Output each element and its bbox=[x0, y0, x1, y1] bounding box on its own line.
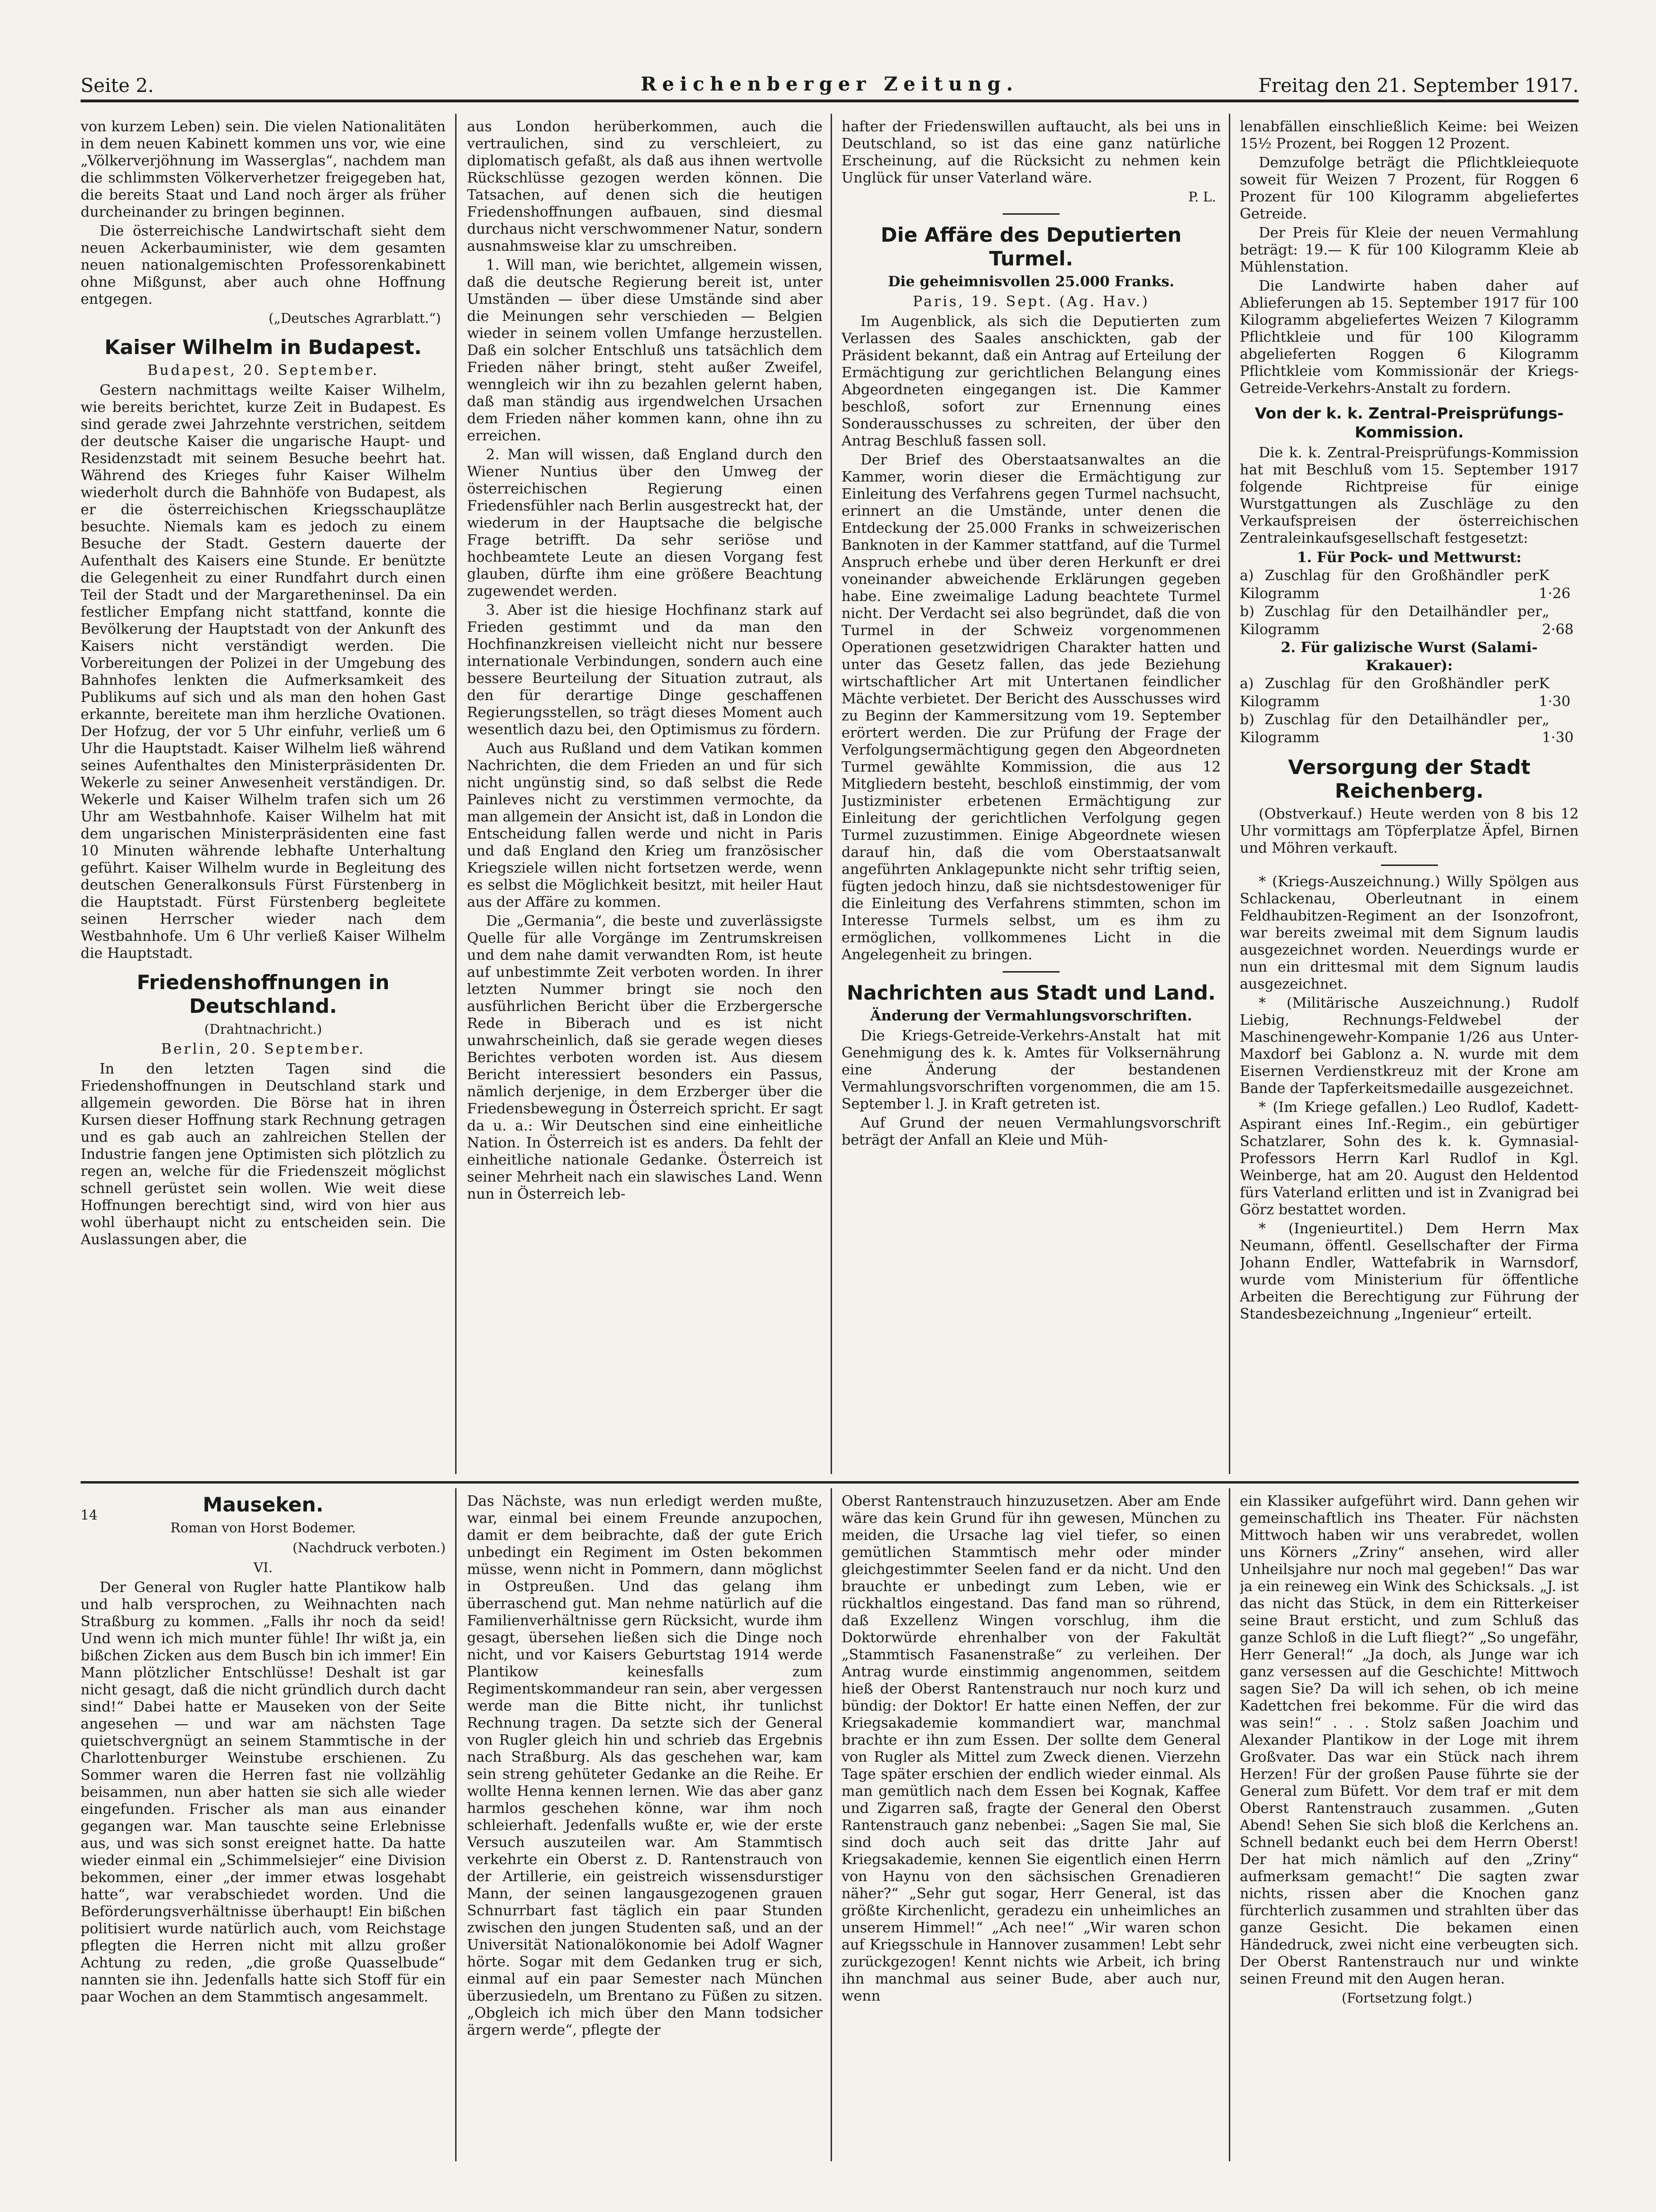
price-value: K 1·30 bbox=[1538, 675, 1571, 710]
article-body: 2. Man will wissen, daß England durch den Wiener Nuntius über den Umweg der österreichischen Regierung einen Friedensfühler nach Berlin ausgestreckt hat, der wiederum in der Hauptsache die belgische Frage betrifft. Da sehr seriöse und hochbeamtete Leute an diesen Vorgang fest glauben, dürfte ihm eine größere Beachtung zugewendet werden. bbox=[467, 446, 823, 600]
price-heading: 2. Für galizische Wurst (Salami-Krakauer): bbox=[1281, 639, 1538, 674]
separator bbox=[1381, 865, 1438, 866]
newspaper-title: Reichenberger Zeitung. bbox=[640, 73, 1019, 95]
price-label: a) Zuschlag für den Großhändler per Kilogramm bbox=[1240, 675, 1539, 710]
issue-date: Freitag den 21. September 1917. bbox=[1258, 75, 1579, 97]
novel-text: Der General von Rugler hatte Plantikow halb und halb versprochen, zu Weihnachten nach Straßburg zu kommen. „Falls ihr noch da seid! Und wenn ich mich munter fühle! Ihr wißt ja, ein bißchen Zicken aus dem Busch bin ich immer! Ein Mann plötzlicher Entschlüsse! Deshalt ist gar nicht gesagt, daß die nicht gründlich durch dacht sind!“ Dabei hatte er Mauseken von der Seite angesehen — und war am nächsten Tage quietschvergnügt an seinem Stammtische in der Charlottenburger Weinstube erschienen. Zu Sommer waren die Herren fast nie vollzählig beisammen, nun aber hatten sie sich alle wieder eingefunden. Frischer als man aus einander gegangen war. Man tauschte seine Erlebnisse aus, und was sich sonst ereignet hatte. Da hatte wieder einmal ein „Schimmelsiejer“ eine Division bekommen, einer „der immer etwas losgehabt hatte“, war verabschiedet worden. Und die Beförderungsverhältnisse überhaupt! Ein bißchen politisiert wurde natürlich auch, vom Reichstage pflegten die Herren nicht mit allzu großer Achtung zu reden, „die große Quasselbude“ nannten sie ihn. Jedenfalls hatte sich Stoff für ein paar Wochen an dem Stammtisch angesammelt. bbox=[81, 1579, 446, 2005]
price-label: b) Zuschlag für den Detailhändler per Kilogramm bbox=[1240, 603, 1542, 638]
feuilleton-column-3 bbox=[842, 1493, 1221, 2161]
page-number: Seite 2. bbox=[81, 75, 154, 97]
price-value: „ 2·68 bbox=[1542, 603, 1574, 638]
article-body: hafter der Friedenswillen auftaucht, als bei uns in Deutschland, so ist das eine ganz natürliche Erscheinung, auf die Rücksicht zu nehmen kein Unglück für unser Vaterland wäre. bbox=[842, 118, 1221, 186]
news-item: * (Kriegs-Auszeichnung.) Willy Spölgen aus Schlackenau, Oberleutnant in einem Feldhaubitzen-Regiment an der Isonzofront, war bereits zweimal mit dem Signum laudis ausgezeichnet worden. Neuerdings wurde er nun ein drittesmal mit dem Signum laudis ausgezeichnet. bbox=[1240, 874, 1579, 992]
headline-turmel: Die Affäre des Deputierten Turmel. bbox=[880, 223, 1182, 270]
column-1 bbox=[81, 118, 446, 1474]
price-list bbox=[1240, 549, 1579, 747]
article-body: Die k. k. Zentral-Preisprüfungs-Kommission hat mit Beschluß vom 15. September 1917 folgende Richtpreise für einige Wurstgattungen als Zuschläge zu den Verkaufspreisen der österreichischen Zentraleinkaufsgesellschaft festgesetzt: bbox=[1240, 445, 1579, 546]
novel-text: ein Klassiker aufgeführt wird. Dann gehen wir gemeinschaftlich ins Theater. Für nächsten Mittwoch haben wir uns verabredet, wollen uns Körners „Zriny“ ansehen, wird aller Unheilsjahre nur noch mal gegeben!“ Das war ja ein reineweg ein Wink des Schicksals. „J. ist das nicht das Stück, in dem ein Ritterkeiser seine Braut ersticht, und zum Schluß das ganze Schloß in die Luft fliegt?“ „So ungefähr, Herr General!“ „Ja doch, als Junge war ich ganz versessen auf die Geschichte! Mittwoch sagen Sie? Da will ich sehen, ob ich meine Kadettchen frei bekomme. Für die wird das was sein!“ . . . Stolz saßen Joachim und Alexander Plantikow in der Loge mit ihrem Großvater. Das war ein Stück nach ihrem Herzen! Für der großen Pause führte sie der General zum Büfett. Vor dem traf er mit dem Oberst Rantenstrauch zusammen. „Guten Abend! Sehen Sie sich bloß die Kerlchens an. Schnell bedankt euch bei dem Herrn Oberst! Der hat mich nämlich auf den „Zriny“ aufmerksam gemacht!“ Die sagten zwar nichts, rissen aber die Knochen ganz fürchterlich zusammen und strahlten über das ganze Gesicht. Die bekamen einen Händedruck, zwei nicht eine verbeugten sich. Der Oberst Rantenstrauch nur und winkte seinen Freund mit den Augen heran. bbox=[1240, 1493, 1579, 1987]
intro-text: Die österreichische Landwirtschaft sieht dem neuen Ackerbauminister, wie dem gesamten neuen nationalgemischten Professorenkabinett ohne Mißgunst, aber auch ohne Hoffnung entgegen. bbox=[81, 223, 446, 308]
article-body: Im Augenblick, als sich die Deputierten zum Verlassen des Saales anschickten, gab der Präsident bekannt, daß ein Antrag auf Erteilung der Ermächtigung zur gerichtlichen Belangung eines Abgeordneten eingegangen ist. Die Kammer beschloß, sofort zur Ernennung eines Sonderausschusses zu schreiten, der über den Antrag Beschluß fassen soll. bbox=[842, 313, 1221, 449]
novel-title: Mauseken. bbox=[202, 1493, 324, 1516]
reprint-note: (Nachdruck verboten.) bbox=[293, 1540, 446, 1556]
subheading: Änderung der Vermahlungsvorschriften. bbox=[870, 1008, 1192, 1024]
price-label: a) Zuschlag für den Großhändler per Kilogramm bbox=[1240, 567, 1539, 602]
separator bbox=[1003, 213, 1060, 215]
chapter-number: VI. bbox=[253, 1560, 273, 1575]
news-item: * (Ingenieurtitel.) Dem Herrn Max Neumann, öffentl. Gesellschafter der Firma Johann Endler, Wattefabrik in Warnsdorf, wurde vom Ministerium für öffentliche Arbeiten die Berechtigung zur Führung der Standesbezeichnung „Ingenieur“ erteilt. bbox=[1240, 1220, 1579, 1322]
headline-friedenshoffnungen: Friedenshoffnungen in Deutschland. bbox=[137, 971, 390, 1018]
continuation-note: (Fortsetzung folgt.) bbox=[1341, 1990, 1473, 2006]
price-value: K 1·26 bbox=[1538, 567, 1571, 602]
novel-text: Oberst Rantenstrauch hinzuzusetzen. Aber am Ende wäre das kein Grund für ihn gewesen, München zu meiden, die Ursache lag viel tiefer, so einen gemütlichen Stammtisch mehr oder minder gleichgestimmter Seelen fand er da nicht. Und den brauchte er unbedingt zum Leben, wie er rückhaltlos eingestand. Das fand man so rührend, daß Exzellenz Wingen vorschlug, ihm die Doktorwürde ehrenhalber von der Fakultät „Stammtisch Fasanenstraße“ zu verleihen. Der Antrag wurde einstimmig angenommen, seitdem hieß der Oberst Rantenstrauch nur noch kurz und bündig: der Doktor! Er hatte einen Neffen, der zur Kriegsakademie kommandiert war, manchmal brachte er ihn zum Essen. Der sollte dem General von Rugler als Mittel zum Zweck dienen. Vierzehn Tage später erschien der endlich wieder einmal. Als man gemütlich nach dem Essen bei Kognak, Kaffee und Zigarren saß, fragte der General den Oberst Rantenstrauch ganz nebenbei: „Sagen Sie mal, Sie sind doch auch seit das dritte Jahr auf Kriegsakademie, kennen Sie eigentlich einen Herrn von Haynu von den sächsischen Grenadieren näher?“ „Sehr gut sogar, Herr General, ist das größte Kirchenlicht, geradezu ein unheimliches an unserem Himmel!“ „Ach nee!“ „Wir waren schon auf Kriegsschule in Hannover zusammen! Lebt sehr zurückgezogen! Kennt nichts wie Arbeit, ich bring ihn manchmal aus seiner Bude, aber auch nur, wenn bbox=[842, 1493, 1221, 2004]
column-rule bbox=[831, 1488, 832, 2161]
article-body: Der Preis für Kleie der neuen Vermahlung beträgt: 19.— K für 100 Kilogramm Kleie ab Mühlenstation. bbox=[1240, 225, 1579, 275]
headline-nachrichten: Nachrichten aus Stadt und Land. bbox=[846, 981, 1216, 1004]
article-body: Demzufolge beträgt die Pflichtkleiequote soweit für Weizen 7 Prozent, für Roggen 6 Prozent für 100 Kilogramm abgeliefertes Getreide. bbox=[1240, 155, 1579, 222]
headline-versorgung: Versorgung der Stadt Reichenberg. bbox=[1288, 756, 1531, 802]
subheading: Die geheimnisvollen 25.000 Franks. bbox=[888, 273, 1174, 290]
article-body: Die „Germania“, die beste und zuverlässigste Quelle für alle Vorgänge im Zentrumskreisen und dem nahe damit verwandten Rom, ist heute auf unbestimmte Zeit verboten worden. In ihrer letzten Nummer bringt sie noch den ausführlichen Bericht über die Erzbergersche Rede in Biberach und es ist nicht unwahrscheinlich, daß sie gerade wegen dieses Berichtes verboten worden ist. Aus diesem Bericht interessiert besonders ein Passus, nämlich derjenige, in dem Erzberger über die Friedensbewegung in Österreich spricht. Er sagt da u. a.: Wir Deutschen sind eine einheitliche Nation. In Österreich ist es anders. Da fehlt der einheitliche nationale Gedanke. Österreich ist seiner Mehrheit nach ein slawisches Land. Wenn nun in Österreich leb- bbox=[467, 913, 823, 1202]
dateline: Paris, 19. Sept. (Ag. Hav.) bbox=[913, 293, 1150, 310]
article-body: 3. Aber ist die hiesige Hochfinanz stark auf Frieden gestimmt und da man den Hochfinanzkreisen vielleicht nicht nur bessere internationale Verbindungen, sondern auch eine bessere Beurteilung der Situation zutraut, als den für derartige Dinge geschaffenen Regierungsstellen, so trägt dieses Moment auch wesentlich dazu bei, den Optimismus zu fördern. bbox=[467, 602, 823, 738]
article-body: 1. Will man, wie berichtet, allgemein wissen, daß die deutsche Regierung bereit ist, unter Umständen — über diese Umstände sind aber die Meinungen sehr verschieden — Belgien wieder in seinem vollen Umfange herzustellen. Daß ein solcher Entschluß uns tatsächlich dem Frieden näher bringt, steht außer Zweifel, wenngleich wir ihn zu bezahlen gelernt haben, daß man ständig aus irgendwelchen Ursachen dem Frieden näher kommen kann, ohne ihn zu erreichen. bbox=[467, 257, 823, 444]
intro-text: von kurzem Leben) sein. Die vielen Nationalitäten in dem neuen Kabinett kommen uns vor, wie eine „Völkerverjöhnung im Wasserglas“, nachdem man die schlimmsten Völkerverhetzer freigegeben hat, die bereits Staat und Land noch ärger als früher durcheinander zu bringen beginnen. bbox=[81, 118, 446, 220]
column-rule bbox=[831, 114, 832, 1474]
article-body: Auch aus Rußland und dem Vatikan kommen Nachrichten, die dem Frieden an und für sich nicht ungünstig sind, so daß selbst die Rede Painleves nicht zu verstimmen vermochte, da man allgemein der Ansicht ist, daß in London die Entscheidung fallen werde und nicht in Paris und daß England den Krieg um französischer Kriegsziele willen nicht fortsetzen werde, wenn es selbst die Möglichkeit besitzt, mit heiler Haut aus der Affäre zu kommen. bbox=[467, 740, 823, 910]
feuilleton-column-2 bbox=[467, 1493, 823, 2161]
column-4 bbox=[1240, 118, 1579, 1474]
author-initials: P. L. bbox=[1188, 189, 1216, 205]
price-heading: 1. Für Pock- und Mettwurst: bbox=[1297, 549, 1522, 566]
article-body: Gestern nachmittags weilte Kaiser Wilhelm, wie bereits berichtet, kurze Zeit in Budapest. Es sind gerade zwei Jahrzehnte verstrichen, seitdem der deutsche Kaiser die ungarische Haupt- und Residenzstadt mit seinem Besuche beehrt hat. Während des Krieges fuhr Kaiser Wilhelm wiederholt durch die Bahnhöfe von Budapest, als er die österreichischen Kriegsschauplätze besuchte. Niemals kam es jedoch zu einem Besuche der Stadt. Gestern dauerte der Aufenthalt des Kaisers eine Stunde. Er benützte die Gelegenheit zu einer Rundfahrt durch einen Teil der Stadt und der Margaretheninsel. Da ein festlicher Empfang nicht stattfand, konnte die Bevölkerung der Hauptstadt von der Ankunft des Kaisers nicht verständigt werden. Die Vorbereitungen der Polizei in der Umgebung des Bahnhofes lenkten die Aufmerksamkeit des Publikums auf sich und als man den hohen Gast erkannte, bereitete man ihm herzliche Ovationen. Der Hofzug, der vor 5 Uhr einfuhr, verließ um 6 Uhr die Hauptstadt. Kaiser Wilhelm ließ während seines Aufenthaltes den Ministerpräsidenten Dr. Wekerle zu seiner Anwesenheit verständigen. Dr. Wekerle und Kaiser Wilhelm trafen sich um 26 Uhr am Westbahnhofe. Kaiser Wilhelm hat mit dem ungarischen Ministerpräsidenten eine fast 10 Minuten währende lebhafte Unterhaltung geführt. Kaiser Wilhelm wurde in Begleitung des deutschen Generalkonsuls Fürst Fürstenberg in die Hauptstadt. Fürst Fürstenberg begleitete seinen Herrscher wieder nach dem Westbahnhofe. Um 6 Uhr verließ Kaiser Wilhelm die Hauptstadt. bbox=[81, 382, 446, 962]
article-body: Der Brief des Oberstaatsanwaltes an die Kammer, worin dieser die Ermächtigung zur Einleitung des Verfahrens gegen Turmel nachsucht, erinnert an die Umstände, unter denen die Entdeckung der 25.000 Franks in schweizerischen Banknoten in der Kammer stattfand, auf die Turmel Anspruch erhebe und über deren Herkunft er drei voneinander abweichende Erklärungen gegeben habe. Eine zweimalige Ladung beachtete Turmel nicht. Der Verdacht sei also begründet, daß die von Turmel in der Schweiz vorgenommenen Operationen gesetzwidrigen Charakter hatten und unter das Gesetz fallen, das jede Beziehung wirtschaftlicher Art mit Untertanen feindlicher Mächte verbietet. Der Bericht des Ausschusses wird zu Beginn der Kammersitzung vom 19. September erörtert werden. Die zur Prüfung der Frage der Verfolgungsermächtigung gegen den Abgeordneten Turmel gewählte Kommission, die aus 12 Mitgliedern besteht, beschloß einstimmig, der vom Justizminister erbetenen Ermächtigung zur Einleitung der gerichtlichen Verfolgung gegen Turmel zuzustimmen. Einige Abgeordnete wiesen darauf hin, daß die vom Oberstaatsanwalt angeführten Anklagepunkte nicht sehr triftig seien, fügten jedoch hinzu, daß sie nichtsdestoweniger für die Einleitung des Verfahrens stimmten, schon im Interesse Turmels selbst, um es ihm zu ermöglichen, vollkommenes Licht in die Angelegenheit zu bringen. bbox=[842, 452, 1221, 963]
masthead bbox=[81, 71, 1579, 102]
article-body: In den letzten Tagen sind die Friedenshoffnungen in Deutschland stark und allgemein geworden. Die Börse hat in ihren Kursen dieser Hoffnung stark Rechnung getragen und es gab auch an zahlreichen Stellen der Industrie fangen jene Optimisten sich plötzlich zu regen an, welche für die Friedenszeit möglichst schnell gerüstet sein wollen. Wie weit diese Hoffnungen berechtigt sind, wird von hier aus wohl überhaupt nicht zu entscheiden sein. Die Auslassungen aber, die bbox=[81, 1061, 446, 1248]
column-rule bbox=[455, 114, 457, 1474]
subheading: (Drahtnachricht.) bbox=[204, 1021, 322, 1037]
installment-number: 14 bbox=[81, 1507, 98, 1523]
article-body: Die Kriegs-Getreide-Verkehrs-Anstalt hat mit Genehmigung des k. k. Amtes für Volksernährung eine Änderung der bestandenen Vermahlungsvorschriften vorgenommen, die am 15. September l. J. in Kraft getreten ist. bbox=[842, 1028, 1221, 1112]
price-row bbox=[1240, 675, 1579, 711]
separator bbox=[1003, 971, 1060, 973]
article-body: lenabfällen einschließlich Keime: bei Weizen 15½ Prozent, bei Roggen 12 Prozent. bbox=[1240, 118, 1579, 152]
price-value: „ 1·30 bbox=[1542, 711, 1574, 746]
column-rule bbox=[455, 1488, 457, 2161]
news-item: * (Militärische Auszeichnung.) Rudolf Liebig, Rechnungs-Feldwebel der Maschinengewehr-Kompanie 1/26 aus Unter-Maxdorf bei Gablonz a. N. wurde mit dem Eisernen Verdienstkreuz mit der Krone am Bande der Tapferkeitsmedaille ausgezeichnet. bbox=[1240, 995, 1579, 1097]
price-row bbox=[1240, 711, 1579, 747]
news-item: * (Im Kriege gefallen.) Leo Rudlof, Kadett-Aspirant eines Inf.-Regim., ein gebürtiger Schatzlarer, Sohn des k. k. Gymnasial-Professors Herrn Karl Rudlof in Kgl. Weinberge, hat am 20. August den Heldentod fürs Vaterland erlitten und ist in Zvanigrad bei Görz bestattet worden. bbox=[1240, 1099, 1579, 1218]
article-body: Auf Grund der neuen Vermahlungsvorschrift beträgt der Anfall an Kleie und Müh- bbox=[842, 1115, 1221, 1148]
feuilleton-rule bbox=[81, 1481, 1579, 1484]
dateline: Budapest, 20. September. bbox=[147, 362, 379, 379]
price-row bbox=[1240, 603, 1579, 639]
dateline: Berlin, 20. September. bbox=[161, 1041, 366, 1057]
headline-preispruefung: Von der k. k. Zentral-Preisprüfungs-Kommission. bbox=[1254, 404, 1564, 441]
novel-text: Das Nächste, was nun erledigt werden mußte, war, einmal bei einem Freunde anzupochen, damit er dem beibrachte, daß der gute Erich unbedingt ein Regiment im Osten bekommen müsse, wenn nicht in Pommern, dann möglichst in Ostpreußen. Und das gelang ihm überraschend gut. Man nehme natürlich auf die Familienverhältnisse gern Rücksicht, wurde ihm gesagt, übersehen ließen sich die Dinge noch nicht, und vor Kaisers Geburtstag 1914 werde Plantikow keinesfalls zum Regimentskommandeur ran sein, aber vergessen werde man die Bitte nicht, ihr tunlichst Rechnung tragen. Da setzte sich der General von Rugler gleich hin und schrieb das Ergebnis nach Straßburg. Als das geschehen war, kam sein streng gehüteter Gedanke an die Reihe. Er wollte Henna kennen lernen. Wie das aber ganz harmlos geschehen könne, war ihm noch schleierhaft. Jedenfalls wußte er, wie der erste Versuch auszuteilen war. Am Stammtisch verkehrte ein Oberst z. D. Rantenstrauch von der Artillerie, ein geistreich wissensdurstiger Mann, der seinen langausgezogenen grauen Schnurrbart fast täglich ein paar Stunden zwischen den jungen Studenten saß, und an der Universität Nationalökonomie bei Adolf Wagner hörte. Sogar mit dem Gedanken trug er sich, einmal auf ein paar Semester nach München überzusiedeln, um Brentano zu Füßen zu sitzen. „Obgleich ich mich über den Mann todsicher ärgern werde“, pflegte der bbox=[467, 1493, 823, 2039]
novel-author: Roman von Horst Bodemer. bbox=[170, 1520, 356, 1536]
article-body: (Obstverkauf.) Heute werden von 8 bis 12 Uhr vormittags am Töpferplatze Äpfel, Birnen und Möhren verkauft. bbox=[1240, 806, 1579, 856]
column-rule bbox=[1229, 1488, 1230, 2161]
price-label: b) Zuschlag für den Detailhändler per Kilogramm bbox=[1240, 711, 1542, 746]
feuilleton-column-1 bbox=[81, 1493, 446, 2161]
feuilleton-column-4 bbox=[1240, 1493, 1579, 2161]
source-credit: („Deutsches Agrarblatt.“) bbox=[268, 310, 441, 326]
column-rule bbox=[1229, 114, 1230, 1474]
column-3 bbox=[842, 118, 1221, 1474]
price-row bbox=[1240, 567, 1579, 603]
article-body: Die Landwirte haben daher auf Ablieferungen ab 15. September 1917 für 100 Kilogramm abgeliefertes Weizen 7 Kilogramm Pflichtkleie und für 100 Kilogramm abgelieferten Roggen 6 Kilogramm Pflichtkleie vom Kommissionär der Kriegs-Getreide-Verkehrs-Anstalt zu fordern. bbox=[1240, 278, 1579, 397]
headline-kaiser: Kaiser Wilhelm in Budapest. bbox=[104, 336, 422, 359]
article-body: aus London herüberkommen, auch die vertraulichen, sind zu verschleiert, zu diplomatisch gefaßt, als daß aus ihnen wertvolle Rückschlüsse gezogen werden können. Die Tatsachen, auf denen sich die heutigen Friedenshoffnungen aufbauen, sind diesmal durchaus nicht verschwommener Natur, sondern ausnahmsweise klar zu umschreiben. bbox=[467, 118, 823, 255]
column-2 bbox=[467, 118, 823, 1474]
